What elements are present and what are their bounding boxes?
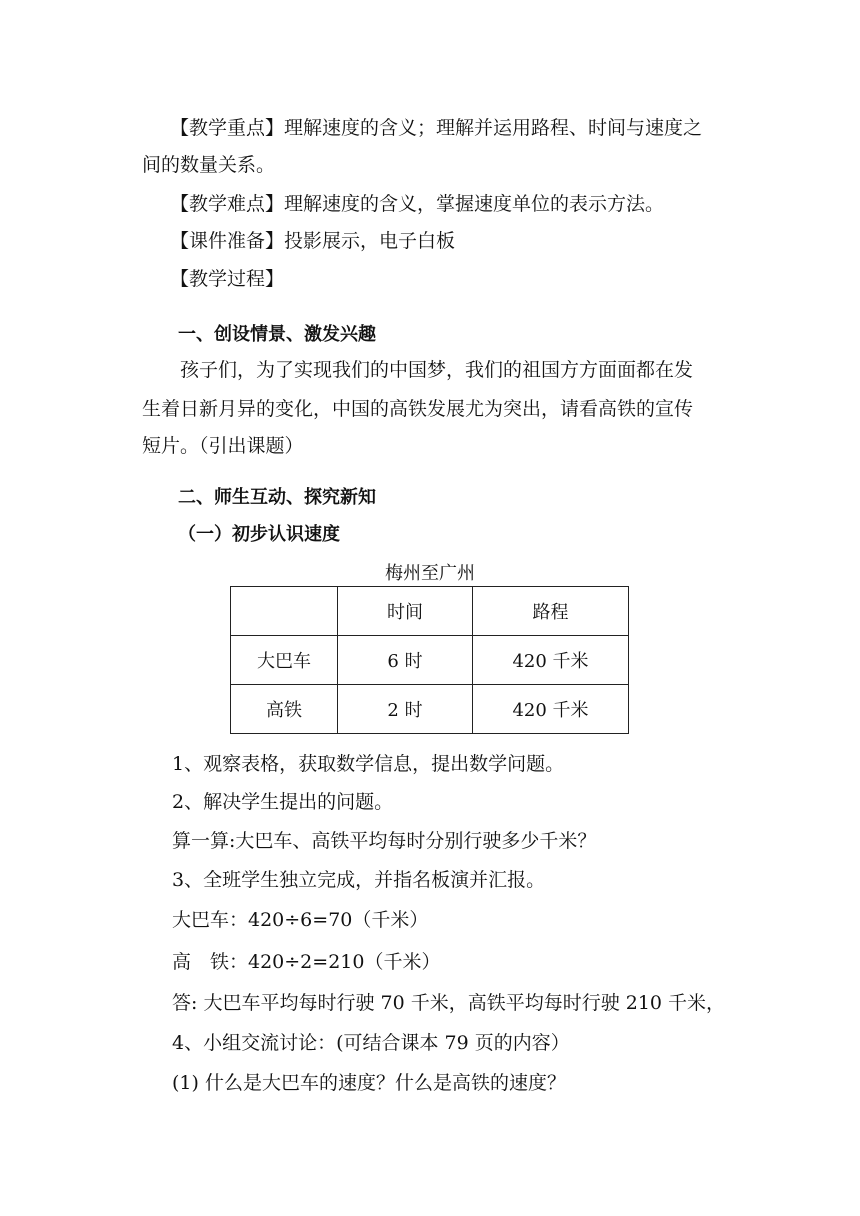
table-cell: 大巴车 — [231, 636, 338, 685]
materials-line: 【课件准备】投影展示，电子白板 — [170, 230, 456, 252]
travel-table — [230, 586, 629, 734]
difficulties-line: 【教学难点】理解速度的含义，掌握速度单位的表示方法。 — [170, 193, 665, 215]
part2-heading: 二、师生互动、探究新知 — [178, 487, 376, 508]
table-cell: 420 千米 — [473, 636, 629, 685]
table-cell: 高铁 — [231, 685, 338, 734]
step-line-3: 算一算:大巴车、高铁平均每时分别行驶多少千米？ — [172, 830, 597, 852]
part1-heading: 一、创设情景、激发兴趣 — [178, 324, 376, 345]
table-header-cell: 时间 — [338, 587, 473, 636]
table-cell: 420 千米 — [473, 685, 629, 734]
table-caption: 梅州至广州 — [385, 563, 475, 584]
key-points-line-cont: 间的数量关系。 — [142, 154, 276, 176]
part1-paragraph-line-1: 孩子们，为了实现我们的中国梦，我们的祖国方方面面都在发 — [180, 359, 694, 381]
table-header-cell — [231, 587, 338, 636]
step-line-8: 4、小组交流讨论：(可结合课本 79 页的内容） — [172, 1032, 570, 1054]
step-line-5: 大巴车：420÷6=70（千米） — [172, 909, 429, 931]
part2-subheading: （一）初步认识速度 — [178, 524, 340, 545]
step-line-1: 1、观察表格，获取数学信息，提出数学问题。 — [172, 753, 565, 775]
table-row — [231, 636, 629, 685]
table-header-cell: 路程 — [473, 587, 629, 636]
step-line-7: 答: 大巴车平均每时行驶 70 千米，高铁平均每时行驶 210 千米， — [172, 992, 726, 1014]
table-cell: 2 时 — [338, 685, 473, 734]
table-cell: 6 时 — [338, 636, 473, 685]
key-points-line: 【教学重点】理解速度的含义；理解并运用路程、时间与速度之 — [170, 117, 703, 139]
part1-paragraph-line-2: 生着日新月异的变化，中国的高铁发展尤为突出，请看高铁的宣传 — [142, 398, 694, 420]
step-line-4: 3、全班学生独立完成，并指名板演并汇报。 — [172, 869, 546, 891]
table-header-row — [231, 587, 629, 636]
step-line-6: 高 铁：420÷2=210（千米） — [172, 951, 441, 973]
part1-paragraph-line-3: 短片。（引出课题） — [142, 435, 304, 457]
step-line-9: (1) 什么是大巴车的速度？什么是高铁的速度？ — [172, 1072, 566, 1094]
table-row — [231, 685, 629, 734]
step-line-2: 2、解决学生提出的问题。 — [172, 791, 394, 813]
process-line: 【教学过程】 — [170, 268, 285, 290]
